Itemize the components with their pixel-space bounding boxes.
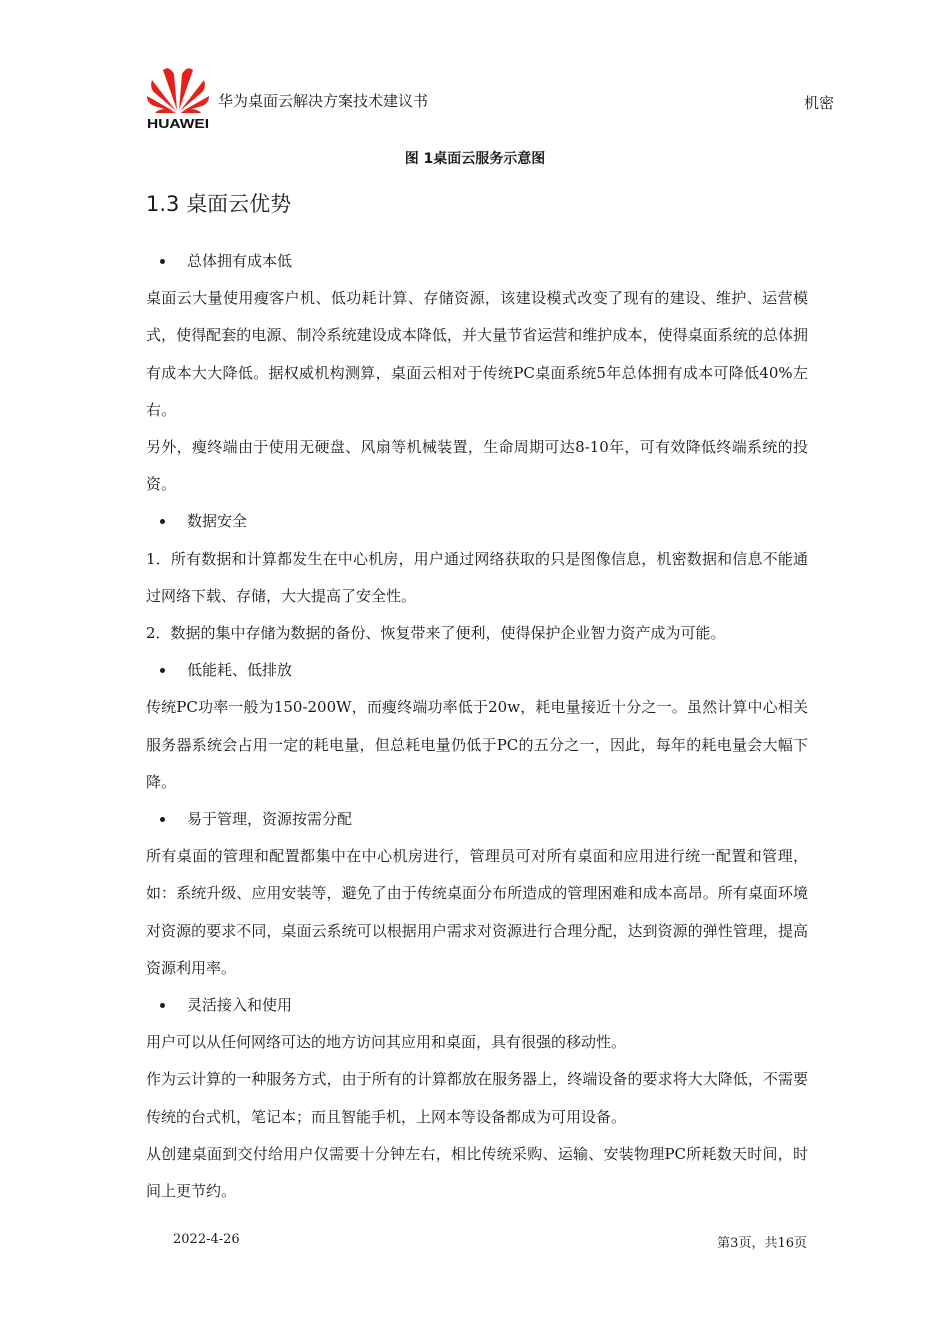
paragraph: 另外，瘦终端由于使用无硬盘、风扇等机械装置，生命周期可达8-10年，可有效降低终端系统的投资。 — [146, 438, 808, 494]
document-body — [146, 243, 808, 1210]
bullet-dot-icon — [160, 519, 165, 524]
bullet-text: 总体拥有成本低 — [187, 252, 293, 270]
bullet-text: 易于管理，资源按需分配 — [187, 810, 353, 829]
paragraph: 传统PC功率一般为150-200W，而瘦终端功率低于20w，耗电量接近十分之一。虽然计算中心相关服务器系统会占用一定的耗电量，但总耗电量仍低于PC的五分之一，因此，每年的耗电量会大幅下降。 — [146, 698, 808, 791]
bullet-dot-icon — [160, 1003, 165, 1008]
footer-date: 2022-4-26 — [173, 1232, 240, 1247]
bullet-text: 灵活接入和使用 — [187, 996, 293, 1015]
classification-label: 机密 — [803, 94, 834, 112]
bullet-heading — [146, 243, 808, 280]
bullet-heading — [146, 652, 808, 689]
paragraph: 用户可以从任何网络可达的地方访问其应用和桌面，具有很强的移动性。 — [146, 1033, 627, 1052]
bullet-heading — [146, 987, 808, 1024]
paragraph: 桌面云大量使用瘦客户机、低功耗计算、存储资源，该建设模式改变了现有的建设、维护、运营模式，使得配套的电源、制冷系统建设成本降低，并大量节省运营和维护成本，使得桌面系统的总体拥有成本大大降低。据权威机构测算，桌面云相对于传统PC桌面系统5年总体拥有成本可降低40%左右。 — [146, 289, 808, 419]
paragraph: 作为云计算的一种服务方式，由于所有的计算都放在服务器上，终端设备的要求将大大降低，不需要传统的台式机，笔记本；而且智能手机，上网本等设备都成为可用设备。 — [146, 1070, 808, 1126]
document-title: 华为桌面云解决方案技术建议书 — [218, 92, 429, 110]
bullet-text: 低能耗、低排放 — [187, 661, 293, 680]
footer-page-number: 第3页，共16页 — [717, 1236, 807, 1251]
bullet-dot-icon — [160, 259, 165, 264]
paragraph: 所有桌面的管理和配置都集中在中心机房进行，管理员可对所有桌面和应用进行统一配置和管理，如：系统升级、应用安装等，避免了由于传统桌面分布所造成的管理困难和成本高昂。所有桌面环境对资源的要求不同，桌面云系统可以根据用户需求对资源进行合理分配，达到资源的弹性管理，提高资源利用率。 — [146, 847, 808, 977]
paragraph: 从创建桌面到交付给用户仅需要十分钟左右，相比传统采购、运输、安装物理PC所耗数天时间，时间上更节约。 — [146, 1144, 808, 1201]
paragraph: 2．数据的集中存储为数据的备份、恢复带来了便利，使得保护企业智力资产成为可能。 — [146, 624, 726, 643]
bullet-heading — [146, 801, 808, 838]
bullet-heading — [146, 503, 808, 540]
bullet-text: 数据安全 — [187, 512, 248, 531]
figure-caption: 图 1桌面云服务示意图 — [404, 151, 546, 167]
logo-wordmark: HUAWEI — [147, 116, 209, 130]
bullet-dot-icon — [160, 668, 165, 673]
huawei-petals-icon — [147, 68, 209, 113]
section-heading: 1.3 桌面云优势 — [146, 192, 292, 216]
huawei-logo — [146, 66, 210, 130]
paragraph: 1．所有数据和计算都发生在中心机房，用户通过网络获取的只是图像信息，机密数据和信息不能通过网络下载、存储，大大提高了安全性。 — [146, 549, 808, 605]
bullet-dot-icon — [160, 817, 165, 822]
